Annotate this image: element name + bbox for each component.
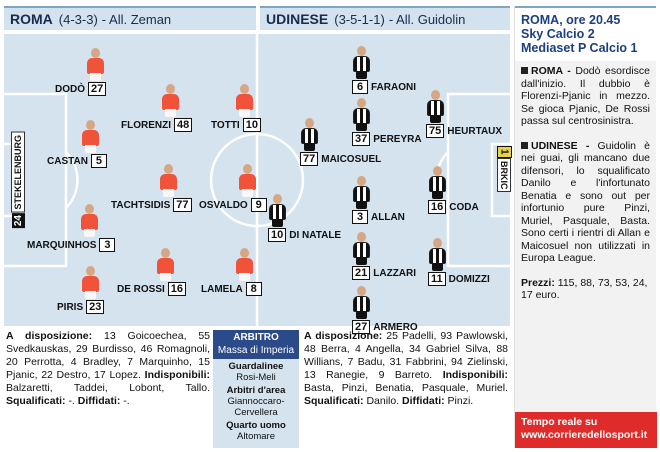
player-number: 16 bbox=[168, 282, 186, 296]
udinese-header bbox=[260, 6, 510, 30]
udinese-title: UDINESE bbox=[266, 11, 329, 27]
player-name: HEURTAUX bbox=[447, 125, 503, 137]
udinese-gk-name: BRKIC bbox=[497, 158, 511, 193]
player-number: 77 bbox=[300, 152, 318, 166]
area-referees-label: Arbitri d'area bbox=[226, 385, 286, 396]
player-name: CODA bbox=[449, 201, 479, 213]
player-name: DOMIZZI bbox=[448, 273, 490, 285]
udinese-player-icon bbox=[268, 194, 286, 228]
udinese-player-icon bbox=[352, 46, 370, 80]
udinese-availability bbox=[304, 330, 508, 408]
sidebar-title bbox=[515, 6, 656, 61]
roma-notes-label: ROMA - bbox=[531, 65, 571, 77]
roma-player bbox=[24, 204, 115, 252]
fourth-official-value: Altomare bbox=[236, 431, 275, 442]
udinese-player-icon bbox=[352, 232, 370, 266]
roma-gk-name: STEKELENBURG bbox=[11, 132, 25, 213]
roma-availability bbox=[6, 330, 210, 408]
area-referees-value: Giannoccaro-Cervellera bbox=[227, 396, 285, 418]
roma-player bbox=[114, 248, 186, 296]
player-name: TOTTI bbox=[211, 119, 240, 131]
roma-coach: - All. Zeman bbox=[101, 11, 172, 27]
fourth-official-label: Quarto uomo bbox=[226, 420, 286, 431]
udinese-notes bbox=[515, 132, 656, 269]
player-number: 48 bbox=[174, 118, 192, 132]
bullet-icon bbox=[521, 67, 528, 74]
player-name: LAMELA bbox=[201, 283, 243, 295]
roma-notes-text: Dodò esordisce dall'inizio. Il dubbio è Florenzi-Pjanic in mezzo. Se gioca Pjanic, De Rossi passa sul centrosinistra. bbox=[521, 65, 650, 127]
roma-player-icon bbox=[81, 120, 99, 154]
roma-player-icon bbox=[156, 248, 174, 282]
udinese-notes-label: UDINESE - bbox=[531, 139, 590, 152]
player-name: DE ROSSI bbox=[117, 283, 165, 295]
udinese-player-icon bbox=[352, 176, 370, 210]
linesmen-value: Rosi-Meli bbox=[236, 372, 276, 383]
udinese-disp: 25 Padelli, 93 Pawlowski, 48 Berra, 4 Angella, 34 Gabriel Silva, 88 Willians, 7 Badu, 31 Fabbrini, 94 Zielinski, 13 Ranegie, 9 Barreto. bbox=[304, 330, 508, 381]
udinese-coach: - All. Guidolin bbox=[388, 11, 466, 27]
referee-name: Massa di Imperia bbox=[213, 345, 299, 359]
roma-squal: -. bbox=[68, 395, 75, 407]
player-name: FLORENZI bbox=[121, 119, 171, 131]
udinese-player-icon bbox=[426, 90, 444, 124]
roma-player-icon bbox=[80, 204, 98, 238]
roma-header bbox=[4, 6, 256, 30]
udinese-notes-text: Guidolin è nei guai, gli mancano due difensori, lo squalificato Danilo e l'infortunato Benatia e sono out per infortunio pure Pinzi, Muriel, Pasquale, Basta. Sono certi i rientri di Allan e Maicosuel non utilizzati in Europa League. bbox=[521, 139, 650, 264]
match-time: ROMA, ore 20.45 bbox=[521, 13, 621, 27]
player-number: 6 bbox=[352, 80, 368, 94]
player-name: OSVALDO bbox=[199, 199, 248, 211]
sidebar bbox=[514, 6, 656, 448]
player-number: 27 bbox=[88, 82, 106, 96]
udinese-player bbox=[428, 166, 482, 214]
udinese-module: (3-5-1-1) bbox=[334, 11, 385, 27]
udinese-player bbox=[352, 286, 421, 334]
prices-value: 115, 88, 73, 53, 24, 17 euro. bbox=[521, 276, 648, 301]
udinese-goalkeeper bbox=[496, 146, 512, 192]
udinese-player-icon bbox=[428, 166, 446, 200]
roma-player-icon bbox=[238, 164, 256, 198]
roma-disp: 13 Goicoechea, 55 Svedkauskas, 29 Burdisso, 46 Romagnoli, 20 Perrotta, 4 Bradley, 7 Marquinho, 15 Pjanic, 22 Destro, 17 Lopez. bbox=[6, 330, 211, 381]
udinese-player bbox=[352, 46, 419, 94]
roma-player-icon bbox=[81, 266, 99, 300]
referee-box bbox=[213, 330, 299, 448]
player-number: 10 bbox=[243, 118, 261, 132]
udinese-diff-label: Diffidati: bbox=[402, 395, 445, 407]
bullet-icon bbox=[521, 142, 528, 149]
player-name: MARQUINHOS bbox=[27, 239, 97, 251]
udinese-diff: Pinzi. bbox=[447, 395, 474, 407]
player-number: 10 bbox=[268, 228, 286, 242]
player-number: 3 bbox=[352, 210, 368, 224]
realtime-footer[interactable] bbox=[515, 412, 657, 448]
player-number: 5 bbox=[91, 154, 107, 168]
player-number: 21 bbox=[352, 266, 370, 280]
player-number: 37 bbox=[352, 132, 370, 146]
roma-player bbox=[44, 120, 107, 168]
player-number: 77 bbox=[173, 198, 191, 212]
player-name: TACHTSIDIS bbox=[111, 199, 171, 211]
referee-title: ARBITRO bbox=[213, 330, 299, 345]
udinese-indisp-label: Indisponibili: bbox=[442, 369, 509, 381]
udinese-squal-label: Squalificati: bbox=[304, 395, 364, 407]
player-name: PIRIS bbox=[57, 301, 84, 313]
udinese-player bbox=[268, 194, 344, 242]
player-number: 75 bbox=[426, 124, 444, 138]
player-name: CASTAN bbox=[47, 155, 88, 167]
player-number: 27 bbox=[352, 320, 370, 334]
roma-player-icon bbox=[235, 248, 253, 282]
roma-module: (4-3-3) bbox=[58, 11, 98, 27]
roma-indisp: Balzaretti, Taddei, Lobont, Tallo. bbox=[6, 382, 210, 394]
udinese-player-icon bbox=[352, 286, 370, 320]
prices-label: Prezzi: bbox=[521, 276, 555, 289]
udinese-player-icon bbox=[300, 118, 318, 152]
udinese-player bbox=[426, 90, 505, 138]
roma-player-icon bbox=[161, 84, 179, 118]
player-name: ALLAN bbox=[371, 211, 405, 223]
roma-player-icon bbox=[159, 164, 177, 198]
roma-player bbox=[108, 164, 192, 212]
udinese-player bbox=[352, 232, 419, 280]
player-name: PEREYRA bbox=[373, 133, 422, 145]
roma-player bbox=[198, 248, 262, 296]
udinese-player bbox=[300, 118, 384, 166]
udinese-player bbox=[352, 176, 408, 224]
tv-channel-1: Sky Calcio 2 bbox=[521, 27, 595, 41]
roma-squal-label: Squalificati: bbox=[6, 395, 66, 407]
pitch bbox=[4, 34, 510, 333]
roma-gk-number: 24 bbox=[12, 214, 24, 226]
udinese-disp-label: A disposizione: bbox=[304, 330, 383, 342]
roma-player-icon bbox=[86, 48, 104, 82]
roma-disp-label: A disposizione: bbox=[6, 330, 93, 342]
player-name: DODÒ bbox=[55, 83, 85, 95]
udinese-player bbox=[428, 238, 493, 286]
player-name: ARMERO bbox=[373, 321, 418, 333]
roma-player bbox=[52, 48, 106, 96]
udinese-indisp: Basta, Pinzi, Benatia, Pasquale, Muriel. bbox=[304, 382, 508, 394]
player-number: 11 bbox=[428, 272, 446, 286]
udinese-squal: Danilo. bbox=[366, 395, 400, 407]
footer-link[interactable]: www.corrieredellosport.it bbox=[521, 429, 648, 441]
player-number: 16 bbox=[428, 200, 446, 214]
roma-player-icon bbox=[235, 84, 253, 118]
roma-title: ROMA bbox=[10, 11, 53, 27]
player-number: 9 bbox=[251, 198, 267, 212]
roma-diff: -. bbox=[123, 395, 130, 407]
roma-notes bbox=[515, 61, 656, 132]
ticket-prices bbox=[515, 269, 656, 310]
udinese-player-icon bbox=[428, 238, 446, 272]
udinese-gk-number: 1 bbox=[497, 146, 512, 158]
roma-indisp-label: Indisponibili: bbox=[144, 369, 210, 381]
player-number: 23 bbox=[86, 300, 104, 314]
player-name: FARAONI bbox=[371, 81, 416, 93]
roma-diff-label: Diffidati: bbox=[77, 395, 121, 407]
roma-player bbox=[54, 266, 104, 314]
footer-line1: Tempo reale su bbox=[521, 416, 598, 428]
roma-player bbox=[208, 84, 261, 132]
player-name: LAZZARI bbox=[373, 267, 417, 279]
roma-player bbox=[196, 164, 267, 212]
tv-channel-2: Mediaset P Calcio 1 bbox=[521, 41, 638, 55]
player-name: MAICOSUEL bbox=[321, 153, 382, 165]
player-number: 8 bbox=[246, 282, 262, 296]
linesmen-label: Guardalinee bbox=[228, 361, 284, 372]
player-name: DI NATALE bbox=[289, 229, 342, 241]
roma-player bbox=[118, 84, 192, 132]
player-number: 3 bbox=[99, 238, 115, 252]
